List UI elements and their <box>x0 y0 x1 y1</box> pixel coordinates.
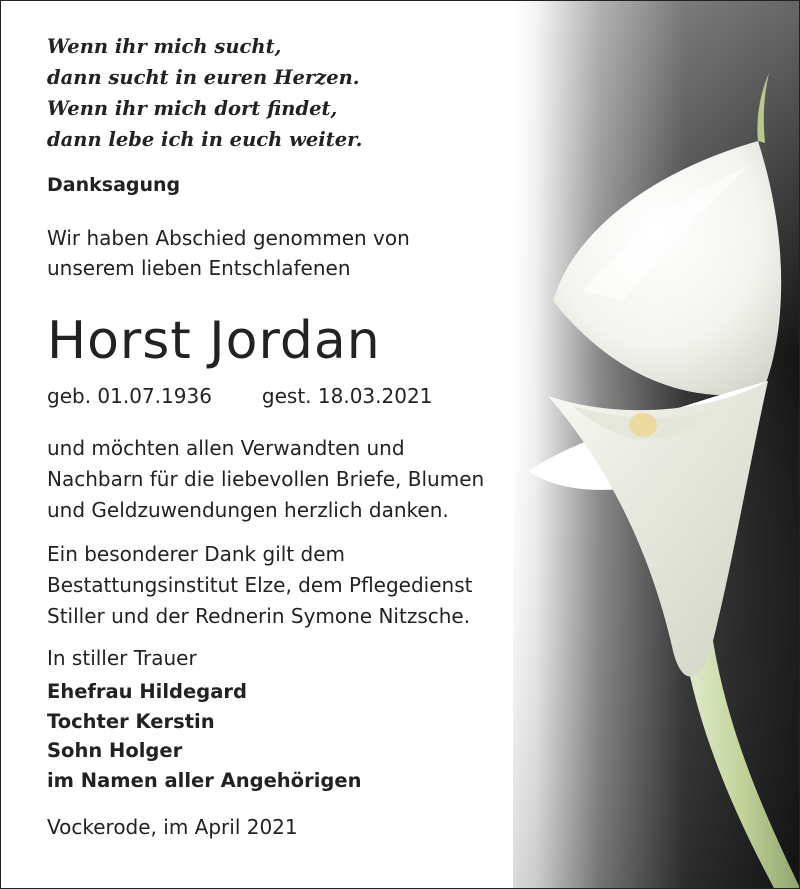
thanks-text <box>47 433 484 526</box>
thanks-line: und Geldzuwendungen herzlich danken. <box>47 498 449 522</box>
intro-line: unserem lieben Entschlafenen <box>47 256 351 280</box>
special-thanks-line: Ein besonderer Dank gilt dem <box>47 542 345 566</box>
birth-date: geb. 01.07.1936 <box>47 384 212 408</box>
poem-line: dann sucht in euren Herzen. <box>47 66 360 89</box>
special-thanks-text <box>47 539 472 632</box>
mourners-list <box>47 677 361 795</box>
life-dates <box>47 384 432 408</box>
poem <box>47 31 362 155</box>
poem-line: Wenn ihr mich sucht, <box>47 35 282 58</box>
thanks-line: Nachbarn für die liebevollen Briefe, Blumen <box>47 467 485 491</box>
mourner: Ehefrau Hildegard <box>47 680 247 703</box>
poem-line: Wenn ihr mich dort findet, <box>47 97 338 120</box>
intro-text <box>47 223 410 283</box>
deceased-name: Horst Jordan <box>47 311 381 371</box>
mourner: Tochter Kerstin <box>47 709 215 733</box>
special-thanks-line: Stiller und der Rednerin Symone Nitzsche. <box>47 604 471 628</box>
thanks-line: und möchten allen Verwandten und <box>47 436 405 460</box>
special-thanks-line: Bestattungsinstitut Elze, dem Pflegedienst <box>47 573 473 597</box>
death-date: gest. 18.03.2021 <box>261 384 433 408</box>
poem-line: dann lebe ich in euch weiter. <box>47 128 363 151</box>
mourner: im Namen aller Angehörigen <box>47 768 362 792</box>
notice-heading: Danksagung <box>47 174 181 196</box>
place-date: Vockerode, im April 2021 <box>47 815 298 839</box>
calla-lily-photo <box>513 1 800 889</box>
mourner: Sohn Holger <box>47 739 183 762</box>
calla-lily-icon <box>513 1 800 889</box>
mourning-label: In stiller Trauer <box>47 646 197 670</box>
intro-line: Wir haben Abschied genommen von <box>47 226 410 250</box>
